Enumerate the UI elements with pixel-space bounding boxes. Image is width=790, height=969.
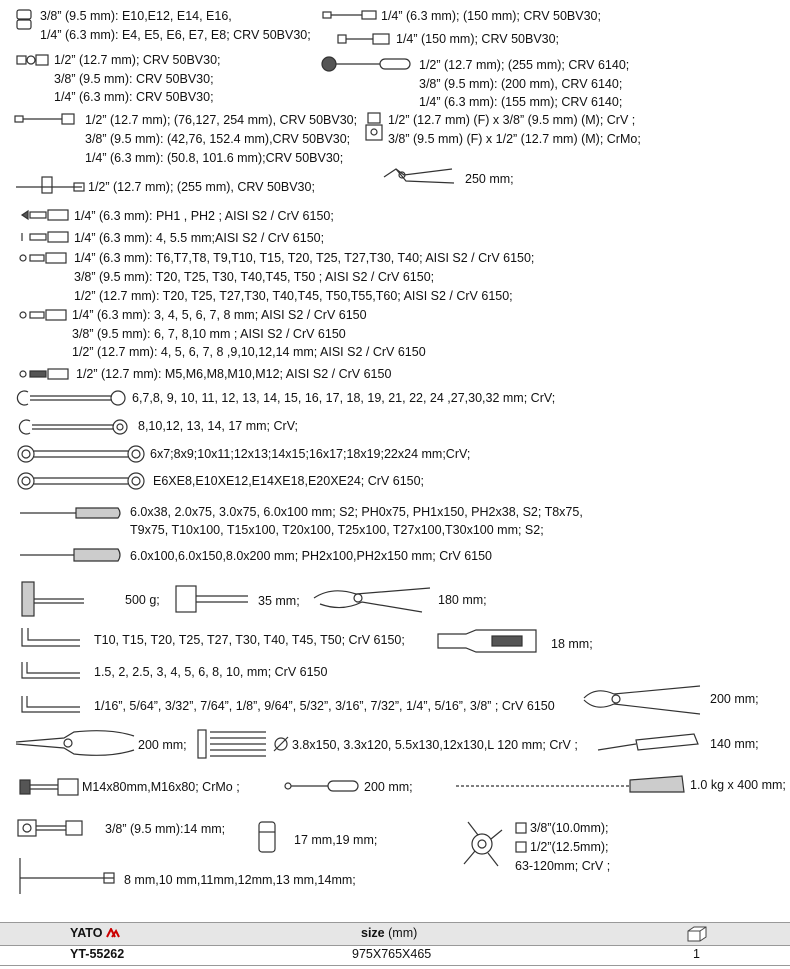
item-text: 1/4” (6.3 mm): E4, E5, E6, E7, E8; CRV 50BV30; [40, 28, 311, 42]
item-text: 1/4” (6.3 mm): (155 mm); CRV 6140; [419, 95, 623, 109]
item-text: 3/8” (9.5 mm): 6, 7, 8,10 mm ; AISI S2 / CrV 6150 [72, 327, 346, 341]
item-text: 6,7,8, 9, 10, 11, 12, 13, 14, 15, 16, 17, 18, 19, 21, 22, 24 ,27,30,32 mm; CrV; [132, 391, 556, 405]
item-text: T9x75, T10x100, T15x100, T20x100, T25x100, T27x100,T30x100 mm; S2; [130, 523, 544, 537]
universal-joint-icon [16, 53, 50, 67]
item-text: 1/4” (6.3 mm): PH1 , PH2 ; AISI S2 / CrV 6150; [74, 209, 334, 223]
voltage-tester-icon [596, 732, 702, 754]
flexible-extension-icon [337, 32, 391, 46]
combination-wrench-icon [16, 388, 128, 408]
item-text: 500 g; [125, 593, 160, 607]
item-text: 1/2” (12.7 mm): 4, 5, 6, 7, 8 ,9,10,12,14 mm; AISI S2 / CrV 6150 [72, 345, 426, 359]
item-text: 63-120mm; CrV ; [515, 859, 611, 873]
hex-key-inch-icon [18, 694, 84, 716]
item-text: 3/8” (9.5 mm):14 mm; [105, 822, 226, 836]
item-text: 1.0 kg x 400 mm; [690, 778, 786, 792]
spark-plug-adapter-icon [16, 816, 84, 840]
item-text: 6.0x100,6.0x150,8.0x200 mm; PH2x100,PH2x150 mm; CrV 6150 [130, 549, 493, 563]
hex-key-icon [18, 660, 84, 682]
item-text: 3.8x150, 3.3x120, 5.5x130,12x130,L 120 mm; CrV ; [292, 738, 578, 752]
item-text: 1/2” (12.7 mm); CRV 50BV30; [54, 53, 221, 67]
item-text: 200 mm; [364, 780, 413, 794]
item-text: 1/2” (12.7 mm): T20, T25, T27,T30, T40,T45, T50,T55,T60; AISI S2 / CrV 6150; [74, 289, 513, 303]
torx-bit-icon [18, 251, 72, 265]
deep-socket-icon [254, 820, 280, 856]
item-text: 250 mm; [465, 172, 514, 186]
brand-mark-icon [106, 927, 120, 941]
spark-plug-socket-icon [18, 776, 80, 798]
extension-bar-icon-2 [14, 112, 76, 126]
gear-wrench-icon [18, 417, 130, 437]
item-text: 140 mm; [710, 737, 759, 751]
phillips-bit-icon [20, 208, 72, 222]
adapter-icon [364, 112, 384, 142]
quantity-value: 1 [693, 947, 700, 961]
oil-filter-wrench-icon [454, 816, 512, 874]
size-header [361, 926, 417, 940]
item-text: 18 mm; [551, 637, 593, 651]
combination-pliers-icon [582, 682, 706, 718]
locking-pliers-icon [312, 582, 436, 618]
item-text: 1/16”, 5/64”, 3/32”, 7/64”, 1/8”, 9/64”, 5/32”, 3/16”, 7/32”, 1/4”, 5/16”, 3/8” ; CrV 6150 [94, 699, 555, 713]
table-header-row [0, 922, 790, 946]
item-text: 35 mm; [258, 594, 300, 608]
item-text: 3/8”(10.0mm); [530, 821, 609, 835]
mallet-icon [174, 584, 252, 616]
ratchet-handle-icon [320, 55, 412, 73]
size-label: size [361, 926, 385, 940]
item-text: 180 mm; [438, 593, 487, 607]
screwdriver-icon-2 [18, 546, 124, 564]
item-text: 3/8” (9.5 mm): (42,76, 152.4 mm),CRV 50BV30; [85, 132, 351, 146]
item-text: 3/8” (9.5 mm): T20, T25, T30, T40,T45, T50 ; AISI S2 / CrV 6150; [74, 270, 435, 284]
brand-logo [70, 926, 120, 941]
model-number: YT-55262 [70, 947, 125, 961]
item-text: 6x7;8x9;10x11;12x13;14x15;16x17;18x19;22x24 mm;CrV; [150, 447, 471, 461]
item-text: 200 mm; [710, 692, 759, 706]
product-info-table [0, 922, 790, 966]
package-box-icon [686, 925, 708, 946]
checkbox-icon [515, 822, 527, 834]
flexible-pickup-tool-icon [454, 774, 686, 796]
item-text: 1/2” (12.7 mm); (76,127, 254 mm), CRV 50BV30; [85, 113, 358, 127]
cutter-knife-icon [436, 628, 540, 656]
hex-bit-icon [20, 230, 72, 244]
item-text: 3/8” (9.5 mm) (F) x 1/2” (12.7 mm) (M); CrMo; [388, 132, 641, 146]
item-text: 1/2” (12.7 mm): M5,M6,M8,M10,M12; AISI S2 / CrV 6150 [76, 367, 392, 381]
water-pump-pliers-icon [382, 163, 458, 189]
item-text: 3/8” (9.5 mm): E10,E12, E14, E16, [40, 9, 232, 23]
item-text: 6.0x38, 2.0x75, 3.0x75, 6.0x100 mm; S2; PH0x75, PH1x150, PH2x38, S2; T8x75, [130, 505, 583, 519]
item-text: 1/4” (6.3 mm): 3, 4, 5, 6, 7, 8 mm; AISI S2 / CrV 6150 [72, 308, 367, 322]
size-value: 975X765X465 [352, 947, 432, 961]
long-nose-pliers-icon [14, 726, 138, 760]
extension-bar-icon [322, 9, 378, 21]
screwdriver-icon [18, 505, 124, 521]
table-data-row [0, 945, 790, 966]
item-text: 1/4” (150 mm); CRV 50BV30; [396, 32, 560, 46]
item-text: 1/2” (12.7 mm) (F) x 3/8” (9.5 mm) (M); CrV ; [388, 113, 636, 127]
spline-bit-icon [18, 367, 74, 381]
item-text: T10, T15, T20, T25, T27, T30, T40, T45, T50; CrV 6150; [94, 633, 405, 647]
brand-name: YATO [70, 926, 103, 940]
t-handle-wrench-icon [18, 856, 118, 898]
item-text: 8 mm,10 mm,11mm,12mm,13 mm,14mm; [124, 873, 356, 887]
double-ring-wrench-icon [16, 444, 146, 464]
item-text: 1/4” (6.3 mm): 4, 5.5 mm;AISI S2 / CrV 6150; [74, 231, 325, 245]
item-text: 1/4” (6.3 mm): CRV 50BV30; [54, 90, 214, 104]
torx-key-icon [18, 626, 84, 652]
item-text: E6XE8,E10XE12,E14XE18,E20XE24; CrV 6150; [153, 474, 425, 488]
item-text: 200 mm; [138, 738, 187, 752]
item-text: M14x80mm,M16x80; CrMo ; [82, 780, 240, 794]
item-text: 1/4” (6.3 mm): (50.8, 101.6 mm);CRV 50BV30; [85, 151, 344, 165]
punch-chisel-set-icon [196, 726, 268, 762]
item-text: 1/4” (6.3 mm); (150 mm); CRV 50BV30; [381, 9, 601, 23]
item-text: 17 mm,19 mm; [294, 833, 378, 847]
magnetic-pickup-tool-icon [284, 778, 360, 794]
diameter-icon [272, 735, 290, 753]
e-torx-ring-wrench-icon [16, 471, 146, 491]
hammer-icon [18, 580, 88, 620]
item-text: 3/8” (9.5 mm): CRV 50BV30; [54, 72, 214, 86]
hex-socket-bit-icon [18, 308, 72, 322]
t-bar-handle-icon [14, 174, 86, 196]
item-text: 1.5, 2, 2.5, 3, 4, 5, 6, 8, 10, mm; CrV 6150 [94, 665, 328, 679]
item-text: 1/2”(12.5mm); [530, 840, 609, 854]
item-text: 1/2” (12.7 mm); (255 mm), CRV 50BV30; [88, 180, 315, 194]
item-text: 3/8” (9.5 mm): (200 mm), CRV 6140; [419, 77, 623, 91]
item-text: 1/2” (12.7 mm); (255 mm); CRV 6140; [419, 58, 630, 72]
size-unit: (mm) [388, 926, 418, 940]
torx-socket-icon [14, 8, 36, 32]
item-text: 1/4” (6.3 mm): T6,T7,T8, T9,T10, T15, T20, T25, T27,T30, T40; AISI S2 / CrV 6150; [74, 251, 535, 265]
checkbox-icon [515, 841, 527, 853]
item-text: 8,10,12, 13, 14, 17 mm; CrV; [138, 419, 299, 433]
